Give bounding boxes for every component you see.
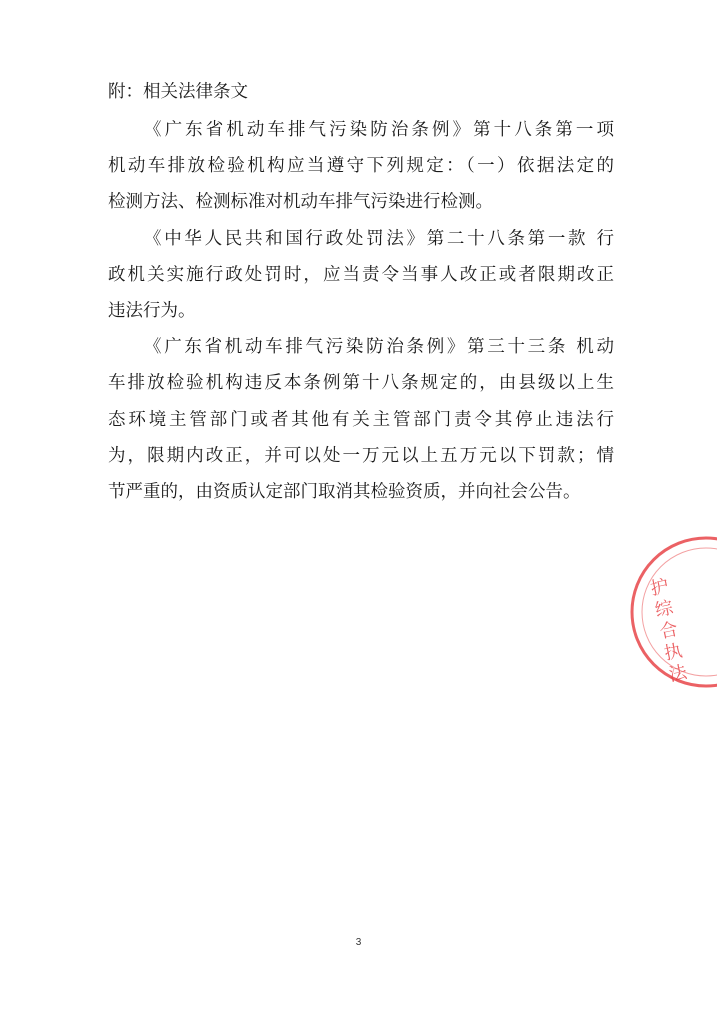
paragraph-line: 节严重的，由资质认定部门取消其检验资质，并向社会公告。 bbox=[108, 482, 581, 503]
paragraph-line: 为，限期内改正，并可以处一万元以上五万元以下罚款；情 bbox=[108, 445, 614, 466]
document-body bbox=[108, 76, 614, 510]
paragraph-line: 《中华人民共和国行政处罚法》第二十八条第一款 行 bbox=[144, 228, 614, 249]
paragraph-line: 态环境主管部门或者其他有关主管部门责令其停止违法行 bbox=[108, 409, 614, 430]
paragraph-line: 车排放检验机构违反本条例第十八条规定的，由县级以上生 bbox=[108, 373, 614, 394]
attachment-heading: 附：相关法律条文 bbox=[108, 82, 248, 102]
paragraph-line: 机动车排放检验机构应当遵守下列规定：（一）依据法定的 bbox=[108, 156, 614, 177]
paragraph-line: 检测方法、检测标准对机动车排气污染进行检测。 bbox=[108, 192, 493, 213]
paragraph-line: 《广东省机动车排气污染防治条例》第十八条第一项 bbox=[144, 120, 614, 140]
paragraph-line: 政机关实施行政处罚时，应当责令当事人改正或者限期改正 bbox=[108, 264, 614, 285]
law-article-paragraph-1 bbox=[108, 112, 614, 221]
law-article-paragraph-2 bbox=[108, 221, 614, 330]
seal-text: 护综合执法 bbox=[645, 575, 690, 688]
paragraph-line: 违法行为。 bbox=[108, 301, 196, 322]
paragraph-line: 《广东省机动车排气污染防治条例》第三十三条 机动 bbox=[144, 337, 614, 358]
law-article-paragraph-3 bbox=[108, 329, 614, 510]
page-number: 3 bbox=[355, 937, 362, 948]
official-seal-stamp bbox=[604, 532, 717, 692]
